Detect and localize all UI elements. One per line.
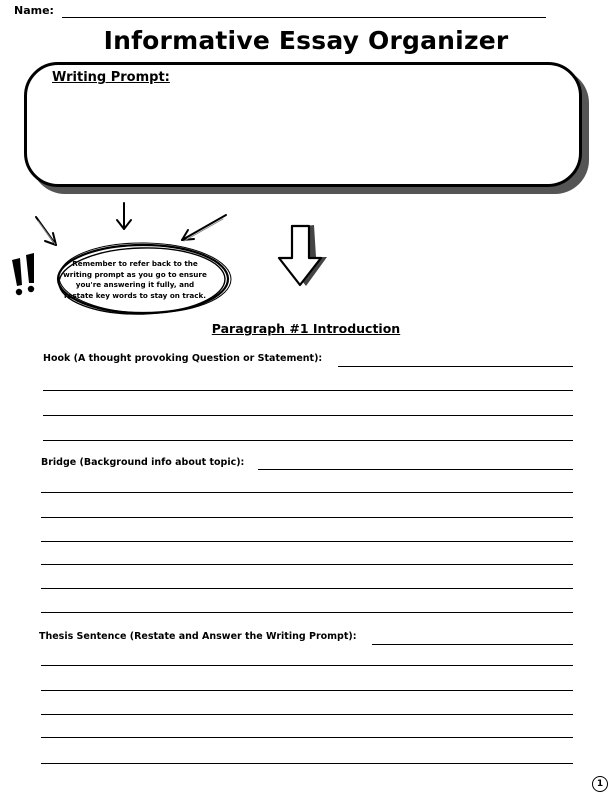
answer-line[interactable] — [41, 612, 573, 613]
reminder-text: Remember to refer back to the writing prompt as you go to ensure you're answering it fully, and restate key words to stay on track. — [63, 259, 207, 300]
answer-line[interactable] — [41, 763, 573, 764]
page-number: 1 — [592, 776, 608, 792]
answer-line[interactable] — [41, 517, 573, 518]
exclamation-icon — [12, 253, 34, 295]
answer-line[interactable] — [43, 390, 573, 391]
pointer-arrow-icon — [117, 203, 131, 229]
answer-line[interactable] — [41, 588, 573, 589]
answer-line[interactable] — [41, 690, 573, 691]
answer-line[interactable] — [41, 564, 573, 565]
pointer-arrow-icon — [36, 217, 56, 245]
page-title: Informative Essay Organizer — [103, 26, 509, 55]
reminder-graphic — [0, 195, 340, 320]
thesis-label: Thesis Sentence (Restate and Answer the Writing Prompt): — [39, 631, 357, 642]
down-arrow-icon — [279, 225, 327, 286]
thesis-answer-line[interactable] — [372, 644, 573, 645]
bridge-label: Bridge (Background info about topic): — [41, 457, 245, 468]
name-line[interactable] — [62, 17, 546, 18]
answer-line[interactable] — [41, 541, 573, 542]
hook-label: Hook (A thought provoking Question or Statement): — [43, 353, 323, 364]
answer-line[interactable] — [41, 714, 573, 715]
hook-answer-line[interactable] — [338, 366, 573, 367]
name-label: Name: — [14, 4, 54, 17]
pointer-arrow-icon — [182, 215, 226, 241]
answer-line[interactable] — [41, 665, 573, 666]
answer-line[interactable] — [43, 440, 573, 441]
answer-line[interactable] — [41, 737, 573, 738]
section-heading: Paragraph #1 Introduction — [211, 321, 401, 336]
answer-line[interactable] — [41, 492, 573, 493]
bridge-answer-line[interactable] — [258, 469, 573, 470]
answer-line[interactable] — [43, 415, 573, 416]
writing-prompt-label: Writing Prompt: — [52, 70, 170, 85]
